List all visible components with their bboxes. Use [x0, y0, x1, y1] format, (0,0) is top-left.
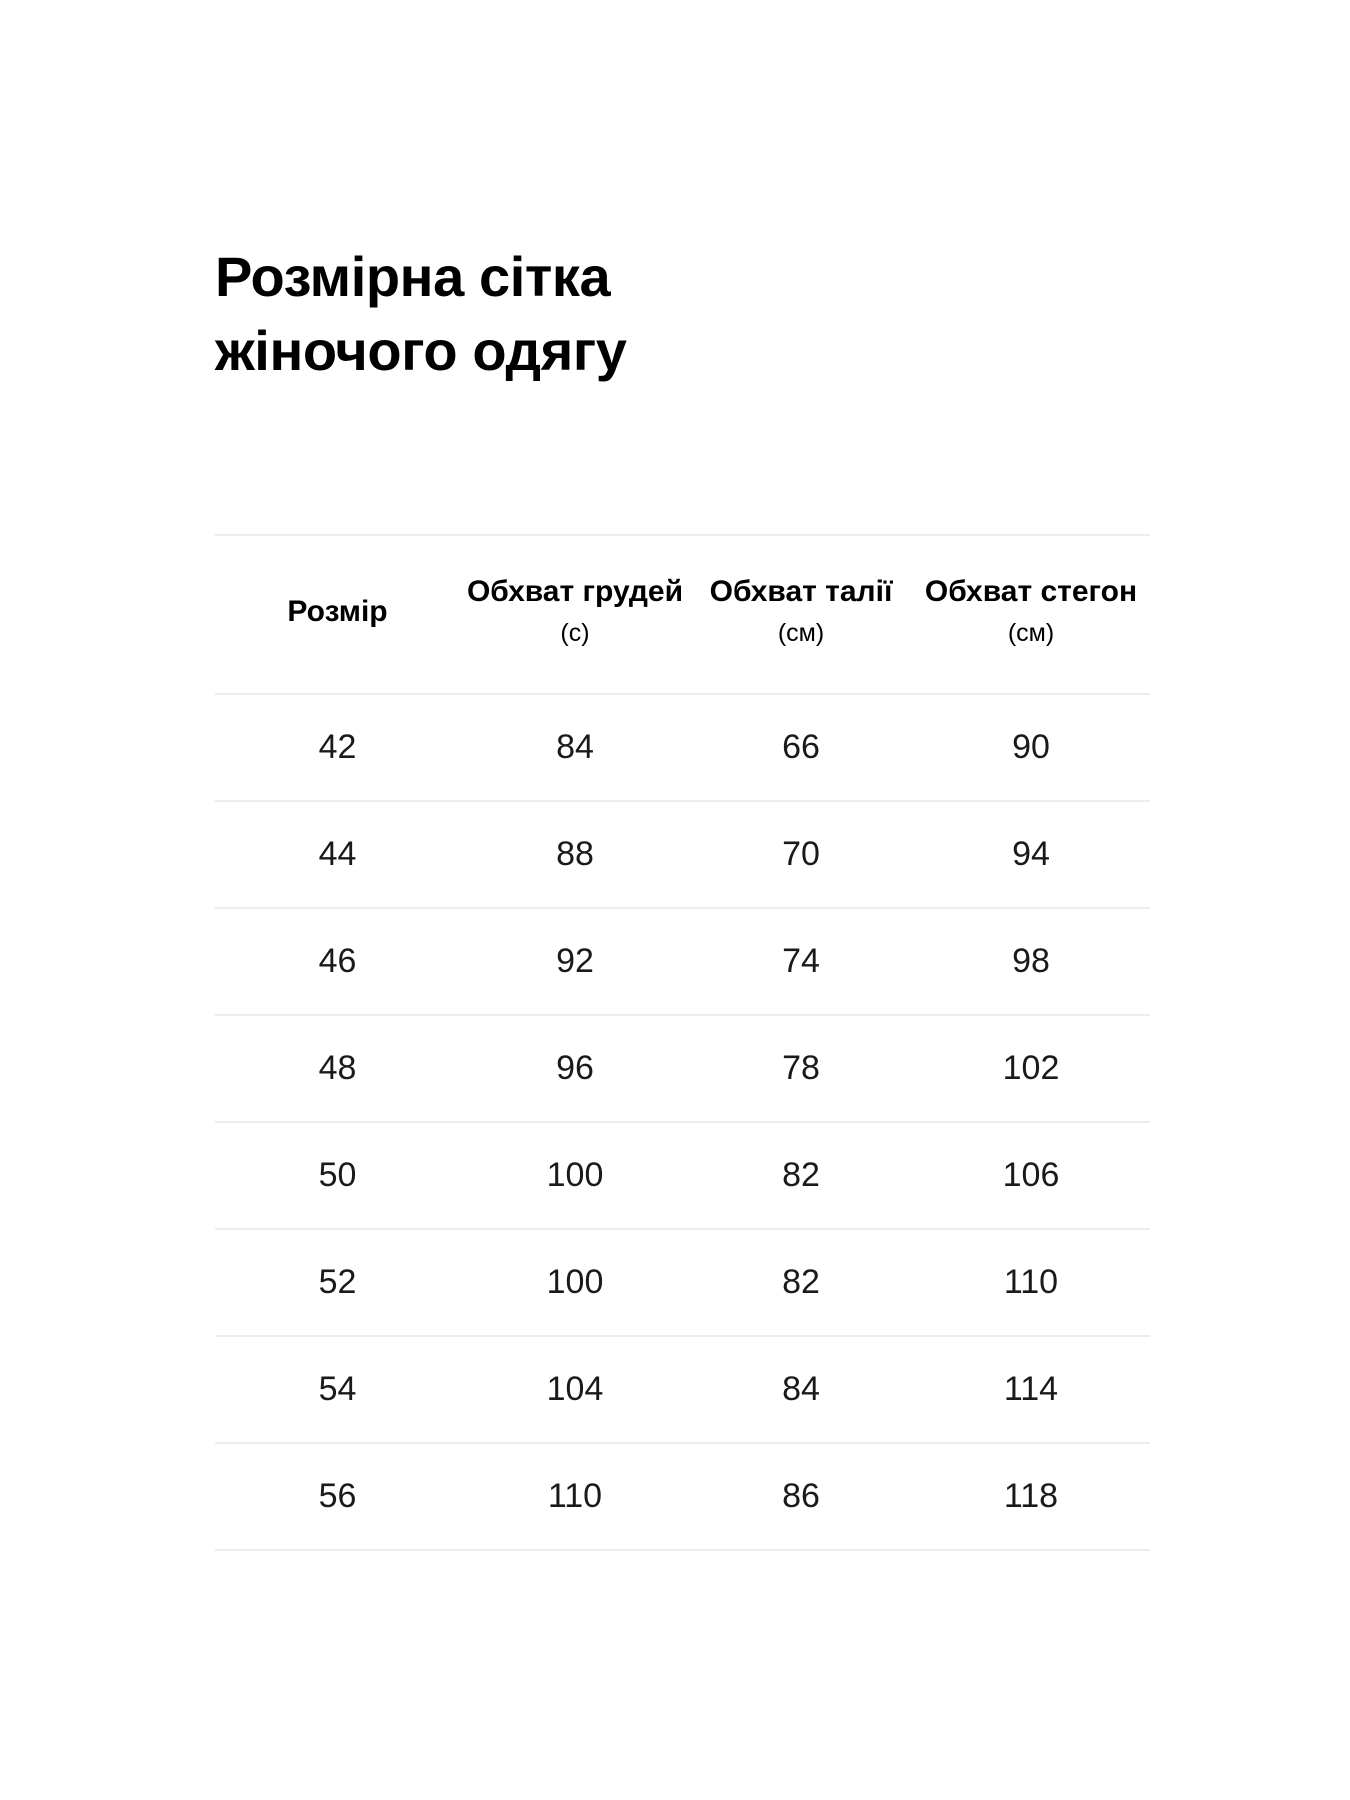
cell-chest: 100 — [460, 1229, 690, 1336]
table-row — [215, 694, 1150, 801]
column-header-waist-unit: (см) — [777, 619, 825, 648]
cell-size: 50 — [215, 1122, 460, 1229]
cell-chest: 110 — [460, 1443, 690, 1550]
cell-chest: 100 — [460, 1122, 690, 1229]
column-header-hips-unit: (см) — [1007, 619, 1055, 648]
table-body — [215, 694, 1150, 1550]
table-header — [215, 535, 1150, 694]
cell-size: 42 — [215, 694, 460, 801]
table-row — [215, 801, 1150, 908]
cell-hips: 118 — [912, 1443, 1150, 1550]
table-row — [215, 1443, 1150, 1550]
cell-hips: 98 — [912, 908, 1150, 1015]
cell-chest: 104 — [460, 1336, 690, 1443]
cell-chest: 96 — [460, 1015, 690, 1122]
column-header-hips-label: Обхват стегон — [924, 574, 1138, 608]
cell-chest: 92 — [460, 908, 690, 1015]
cell-hips: 106 — [912, 1122, 1150, 1229]
cell-hips: 110 — [912, 1229, 1150, 1336]
column-header-chest-label: Обхват грудей — [466, 574, 684, 608]
column-header-size-label: Розмір — [287, 595, 388, 629]
cell-size: 46 — [215, 908, 460, 1015]
table-row — [215, 1122, 1150, 1229]
column-header-hips — [912, 535, 1150, 694]
cell-size: 52 — [215, 1229, 460, 1336]
column-header-waist — [690, 535, 912, 694]
column-header-chest — [460, 535, 690, 694]
cell-hips: 90 — [912, 694, 1150, 801]
size-table — [215, 534, 1150, 1551]
column-header-chest-unit: (с) — [560, 619, 590, 648]
cell-hips: 114 — [912, 1336, 1150, 1443]
table-header-row — [215, 535, 1150, 694]
cell-size: 54 — [215, 1336, 460, 1443]
column-header-size — [215, 535, 460, 694]
page-title-line-2: жіночого одягу — [215, 318, 627, 382]
cell-waist: 82 — [690, 1229, 912, 1336]
table-row — [215, 1015, 1150, 1122]
cell-waist: 82 — [690, 1122, 912, 1229]
cell-size: 56 — [215, 1443, 460, 1550]
cell-chest: 88 — [460, 801, 690, 908]
table-row — [215, 1229, 1150, 1336]
cell-waist: 70 — [690, 801, 912, 908]
column-header-waist-label: Обхват талії — [709, 574, 893, 608]
cell-chest: 84 — [460, 694, 690, 801]
cell-size: 44 — [215, 801, 460, 908]
table-row — [215, 908, 1150, 1015]
table-row — [215, 1336, 1150, 1443]
cell-waist: 78 — [690, 1015, 912, 1122]
cell-waist: 74 — [690, 908, 912, 1015]
cell-waist: 84 — [690, 1336, 912, 1443]
cell-size: 48 — [215, 1015, 460, 1122]
cell-hips: 102 — [912, 1015, 1150, 1122]
page-title — [215, 240, 895, 388]
cell-waist: 86 — [690, 1443, 912, 1550]
page-title-line-1: Розмірна сітка — [215, 245, 611, 308]
content-container — [215, 240, 1150, 1551]
cell-hips: 94 — [912, 801, 1150, 908]
cell-waist: 66 — [690, 694, 912, 801]
